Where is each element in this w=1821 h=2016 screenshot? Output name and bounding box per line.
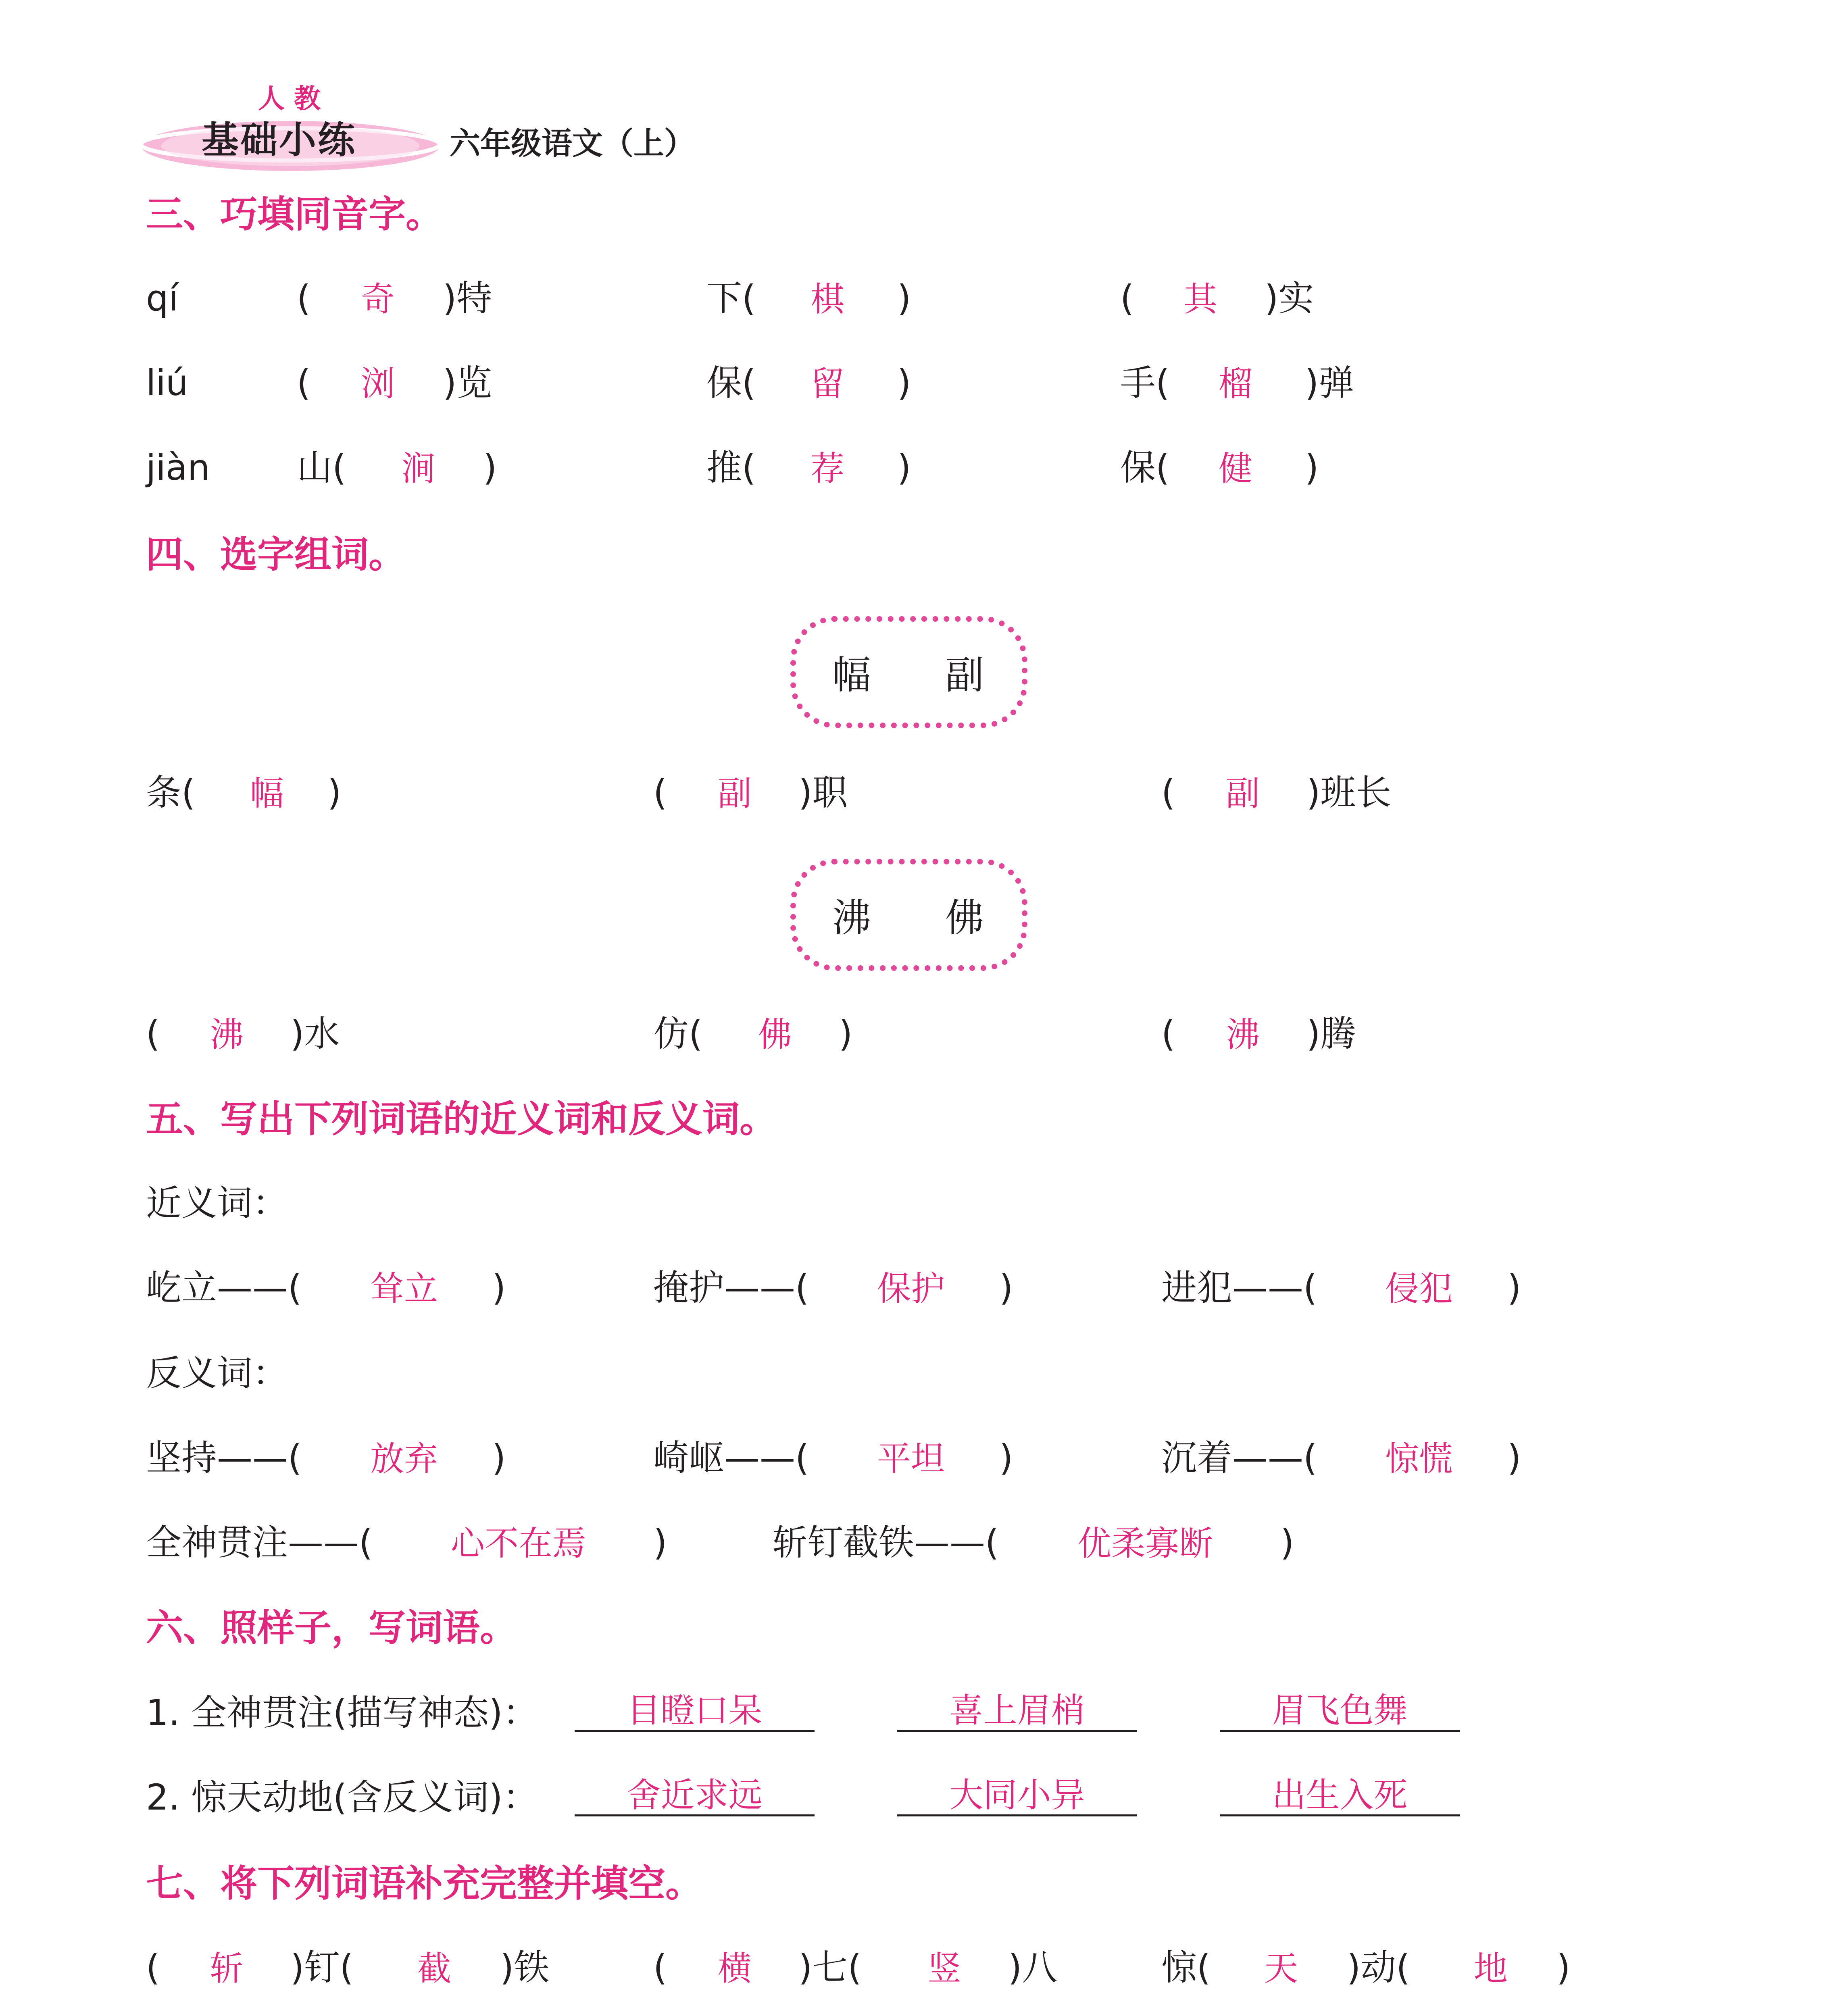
- antonym-answer-2: 平坦: [877, 1439, 945, 1479]
- synonym-answer-1: 耸立: [370, 1269, 438, 1308]
- blank-suffix: ): [653, 1522, 667, 1563]
- answer-4-1: 幅: [250, 774, 284, 813]
- blank-suffix: ): [1507, 1437, 1521, 1479]
- antonym-answer-4: 心不在焉: [451, 1524, 587, 1563]
- idiom-part: )动(: [1347, 1947, 1410, 1988]
- section6-title: 六、照样子，写词语。: [146, 1606, 517, 1649]
- antonym-answer-5: 优柔寡断: [1077, 1524, 1213, 1563]
- idiom-part: 惊(: [1161, 1947, 1211, 1988]
- blank-suffix: ): [999, 1437, 1013, 1479]
- blank-suffix: ): [897, 277, 911, 319]
- word-prefix: 坚持——(: [146, 1437, 302, 1479]
- word-prefix: 斩钉截铁——(: [772, 1522, 999, 1563]
- idiom-part: (: [653, 1947, 667, 1988]
- example-label-2: 2. 惊天动地(含反义词)：: [146, 1776, 538, 1818]
- answer-liu-1: 浏: [361, 364, 395, 404]
- blank-paren: (: [1161, 772, 1175, 813]
- pinyin-jian: jiàn: [146, 447, 210, 488]
- blank-prefix: 保(: [706, 362, 756, 404]
- idiom-answer: 斩: [210, 1949, 244, 1988]
- blank-paren: (: [297, 277, 311, 319]
- blank-paren: (: [1161, 1013, 1175, 1054]
- blank-suffix: )弹: [1305, 362, 1354, 404]
- choice-char-right: 副: [945, 652, 984, 698]
- idiom-answer: 天: [1264, 1949, 1298, 1988]
- word-prefix: 掩护——(: [653, 1267, 809, 1308]
- choice-char-left: 沸: [832, 895, 871, 941]
- example-answer-1-3: 眉飞色舞: [1220, 1693, 1460, 1732]
- idiom-part: )七(: [798, 1947, 862, 1988]
- word-prefix: 屹立——(: [146, 1267, 302, 1308]
- blank-prefix: 仿(: [653, 1013, 703, 1054]
- section4-title: 四、选字组词。: [146, 533, 406, 576]
- blank-suffix: ): [1507, 1267, 1521, 1308]
- pinyin-qi: qí: [146, 277, 179, 319]
- antonym-answer-3: 惊慌: [1385, 1439, 1453, 1479]
- blank-prefix: 手(: [1120, 362, 1170, 404]
- blank-paren: (: [653, 772, 667, 813]
- answer-jian-1: 涧: [401, 449, 435, 488]
- subject-title: 六年级语文（上）: [450, 125, 695, 161]
- answer-4-4: 沸: [210, 1015, 244, 1054]
- series-title: 基础小练: [202, 119, 357, 162]
- idiom-part: ): [1556, 1947, 1571, 1988]
- answer-4-6: 沸: [1226, 1015, 1260, 1054]
- word-prefix: 进犯——(: [1161, 1267, 1317, 1308]
- example-answer-2-1: 舍近求远: [575, 1778, 815, 1816]
- section5-title: 五、写出下列词语的近义词和反义词。: [146, 1098, 777, 1141]
- idiom-answer: 横: [718, 1949, 752, 1988]
- idiom-answer: 地: [1474, 1949, 1508, 1988]
- blank-suffix: )班长: [1306, 772, 1392, 813]
- blank-suffix: ): [1305, 447, 1319, 488]
- idiom-answer: 截: [417, 1949, 452, 1988]
- answer-4-3: 副: [1226, 774, 1260, 813]
- blank-suffix: )职: [798, 772, 848, 813]
- word-prefix: 崎岖——(: [653, 1437, 809, 1479]
- section3-title: 三、巧填同音字。: [146, 193, 443, 236]
- publisher-label: 人 教: [258, 83, 321, 114]
- blank-suffix: ): [1280, 1522, 1294, 1563]
- blank-suffix: ): [839, 1013, 853, 1054]
- answer-qi-3: 其: [1183, 279, 1218, 319]
- idiom-part: )八: [1008, 1947, 1058, 1988]
- blank-paren: (: [297, 362, 311, 404]
- word-prefix: 全神贯注——(: [146, 1522, 373, 1563]
- blank-suffix: ): [897, 447, 911, 488]
- example-answer-2-2: 大同小异: [897, 1778, 1137, 1816]
- blank-suffix: )览: [443, 362, 492, 404]
- blank-suffix: ): [897, 362, 911, 404]
- idiom-part: )钉(: [290, 1947, 354, 1988]
- blank-prefix: 推(: [706, 447, 756, 488]
- blank-suffix: ): [483, 447, 497, 488]
- example-answer-1-2: 喜上眉梢: [897, 1693, 1137, 1732]
- blank-prefix: 条(: [146, 772, 196, 813]
- idiom-part: )铁: [500, 1947, 550, 1988]
- answer-liu-3: 榴: [1219, 364, 1253, 404]
- antonym-label: 反义词：: [146, 1352, 288, 1394]
- blank-suffix: ): [492, 1267, 506, 1308]
- example-answer-2-3: 出生入死: [1220, 1778, 1460, 1816]
- synonym-label: 近义词：: [146, 1182, 288, 1224]
- synonym-answer-2: 保护: [877, 1269, 945, 1308]
- antonym-answer-1: 放弃: [370, 1439, 438, 1479]
- idiom-answer: 竖: [927, 1949, 962, 1988]
- blank-suffix: )腾: [1306, 1013, 1356, 1054]
- word-prefix: 沉着——(: [1161, 1437, 1317, 1479]
- blank-suffix: )特: [443, 277, 492, 319]
- choice-char-right: 佛: [945, 895, 984, 941]
- blank-suffix: ): [999, 1267, 1013, 1308]
- answer-qi-2: 棋: [810, 279, 845, 319]
- synonym-answer-3: 侵犯: [1385, 1269, 1453, 1308]
- example-answer-1-1: 目瞪口呆: [575, 1693, 815, 1732]
- choice-box-1: [790, 616, 1027, 728]
- blank-paren: (: [146, 1013, 160, 1054]
- choice-char-left: 幅: [832, 652, 871, 698]
- blank-suffix: )实: [1265, 277, 1314, 319]
- blank-suffix: )水: [290, 1013, 340, 1054]
- blank-prefix: 保(: [1120, 447, 1170, 488]
- blank-suffix: ): [492, 1437, 506, 1479]
- idiom-part: (: [146, 1947, 160, 1988]
- answer-liu-2: 留: [810, 364, 845, 404]
- blank-suffix: ): [327, 772, 342, 813]
- blank-paren: (: [1120, 277, 1134, 319]
- answer-qi-1: 奇: [361, 279, 395, 319]
- answer-4-2: 副: [718, 774, 752, 813]
- answer-jian-2: 荐: [810, 449, 845, 488]
- answer-4-5: 佛: [758, 1015, 792, 1054]
- pinyin-liu: liú: [146, 362, 188, 404]
- section7-title: 七、将下列词语补充完整并填空。: [146, 1862, 703, 1905]
- example-label-1: 1. 全神贯注(描写神态)：: [146, 1692, 538, 1733]
- answer-jian-3: 健: [1219, 449, 1253, 488]
- blank-prefix: 山(: [297, 447, 346, 488]
- blank-prefix: 下(: [706, 277, 756, 319]
- choice-box-2: [790, 859, 1027, 971]
